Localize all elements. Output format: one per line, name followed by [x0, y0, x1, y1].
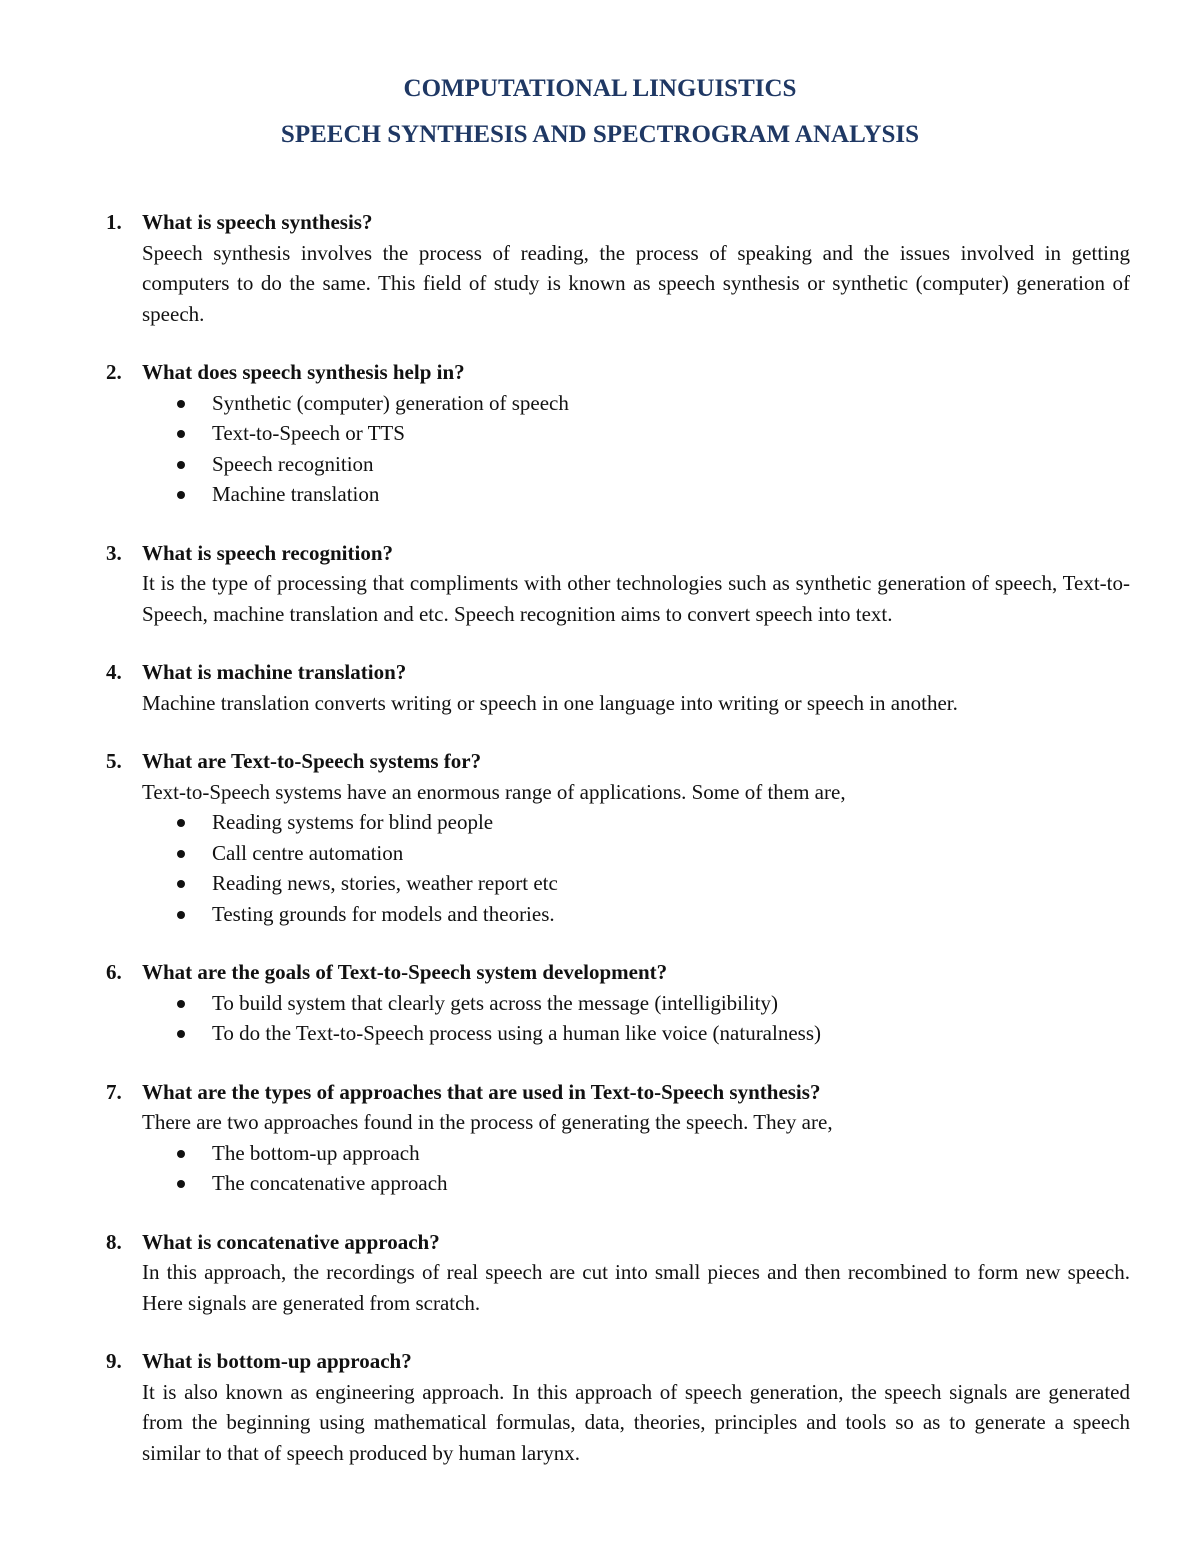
bullet-text: The concatenative approach	[212, 1171, 448, 1195]
bullet-text: Reading systems for blind people	[212, 810, 494, 834]
question-item	[70, 657, 1130, 718]
bullet-item	[212, 418, 1130, 449]
question-item	[70, 1346, 1130, 1468]
bullet-item	[212, 838, 1130, 869]
bullet-dot-icon	[177, 850, 185, 858]
bullet-list	[142, 388, 1130, 510]
bullet-list	[142, 1138, 1130, 1199]
question-list	[70, 207, 1130, 1468]
question-number: 2.	[106, 360, 122, 384]
bullet-dot-icon	[177, 1000, 185, 1008]
bullet-text: Testing grounds for models and theories.	[212, 901, 555, 926]
document-subtitle: SPEECH SYNTHESIS AND SPECTROGRAM ANALYSIS	[280, 121, 920, 148]
question-number: 7.	[106, 1079, 122, 1104]
bullet-text: Reading news, stories, weather report etc	[212, 871, 558, 895]
bullet-item	[212, 1138, 1130, 1169]
question-heading: What is machine translation?	[142, 660, 407, 684]
bullet-item	[212, 449, 1130, 480]
question-number: 8.	[106, 1229, 122, 1254]
question-heading: What is bottom-up approach?	[142, 1349, 412, 1373]
answer-text: There are two approaches found in the process of generating the speech. They are,	[142, 1110, 833, 1134]
bullet-dot-icon	[177, 491, 185, 499]
bullet-dot-icon	[177, 430, 185, 438]
bullet-list	[142, 807, 1130, 929]
bullet-item	[212, 1168, 1130, 1199]
bullet-item	[212, 899, 1130, 930]
bullet-text: Synthetic (computer) generation of speech	[212, 390, 569, 415]
answer-text: Speech synthesis involves the process of reading, the process of speaking and the issues involved in getting computers to do the same. This field of study is known as speech synthesis or synthetic (computer) generation of speech.	[142, 240, 1130, 326]
question-number: 3.	[106, 540, 122, 565]
answer-text: It is the type of processing that compliments with other technologies such as synthetic generation of speech, Text-to-Speech, machine translation and etc. Speech recognition aims to convert speech into text.	[142, 571, 1130, 626]
answer-text: In this approach, the recordings of real speech are cut into small pieces and then recombined to form new speech. Here signals are generated from scratch.	[142, 1260, 1130, 1315]
bullet-dot-icon	[177, 461, 185, 469]
bullet-text: Call centre automation	[212, 840, 404, 865]
bullet-text: To build system that clearly gets across the message (intelligibility)	[212, 990, 778, 1015]
bullet-dot-icon	[177, 1030, 185, 1038]
question-heading: What are the goals of Text-to-Speech system development?	[142, 960, 668, 984]
title-block	[70, 74, 1130, 150]
bullet-dot-icon	[177, 1150, 185, 1158]
answer-text: Machine translation converts writing or speech in one language into writing or speech in another.	[142, 690, 958, 715]
question-heading: What is speech recognition?	[142, 540, 394, 565]
question-item	[70, 357, 1130, 510]
bullet-text: To do the Text-to-Speech process using a human like voice (naturalness)	[212, 1021, 821, 1045]
bullet-item	[212, 988, 1130, 1019]
bullet-text: The bottom-up approach	[212, 1140, 420, 1165]
bullet-dot-icon	[177, 880, 185, 888]
answer-text: Text-to-Speech systems have an enormous range of applications. Some of them are,	[142, 779, 846, 804]
bullet-dot-icon	[177, 819, 185, 827]
question-item	[70, 957, 1130, 1049]
question-heading: What are the types of approaches that are used in Text-to-Speech synthesis?	[142, 1079, 821, 1104]
question-number: 4.	[106, 660, 122, 684]
question-item	[70, 207, 1130, 329]
bullet-dot-icon	[177, 1180, 185, 1188]
bullet-item	[212, 807, 1130, 838]
bullet-item	[212, 388, 1130, 419]
bullet-dot-icon	[177, 400, 185, 408]
question-item	[70, 1227, 1130, 1319]
question-number: 1.	[106, 210, 122, 234]
bullet-text: Text-to-Speech or TTS	[212, 421, 405, 445]
bullet-item	[212, 868, 1130, 899]
bullet-list	[142, 988, 1130, 1049]
question-number: 6.	[106, 960, 122, 984]
question-number: 9.	[106, 1349, 122, 1373]
question-heading: What does speech synthesis help in?	[142, 360, 465, 384]
bullet-dot-icon	[177, 911, 185, 919]
document-title: COMPUTATIONAL LINGUISTICS	[403, 75, 797, 102]
question-item	[70, 538, 1130, 630]
question-number: 5.	[106, 749, 122, 773]
question-heading: What is speech synthesis?	[142, 210, 373, 234]
bullet-item	[212, 479, 1130, 510]
question-heading: What is concatenative approach?	[142, 1229, 440, 1254]
question-heading: What are Text-to-Speech systems for?	[142, 749, 482, 773]
question-item	[70, 746, 1130, 929]
bullet-text: Speech recognition	[212, 451, 374, 476]
bullet-text: Machine translation	[212, 482, 380, 506]
answer-text: It is also known as engineering approach. In this approach of speech generation, the speech signals are generated from the beginning using mathematical formulas, data, theories, principles and tools so as to generate a speech similar to that of speech produced by human larynx.	[142, 1379, 1130, 1465]
bullet-item	[212, 1018, 1130, 1049]
question-item	[70, 1077, 1130, 1199]
